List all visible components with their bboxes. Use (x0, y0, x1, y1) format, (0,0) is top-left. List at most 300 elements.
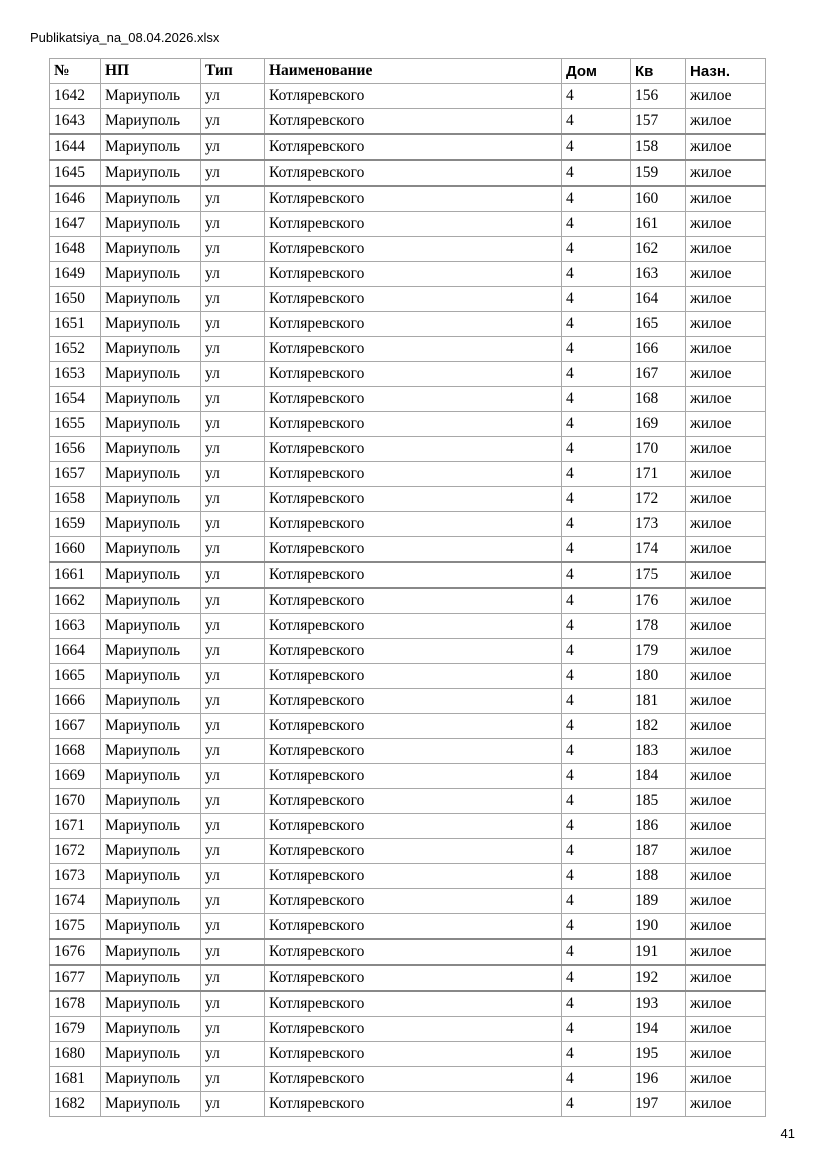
cell-house: 4 (562, 1042, 631, 1067)
cell-type: ул (201, 462, 265, 487)
cell-np: Мариуполь (101, 412, 201, 437)
cell-name: Котляревского (265, 739, 562, 764)
cell-purpose: жилое (686, 512, 766, 537)
cell-purpose: жилое (686, 1017, 766, 1042)
cell-np: Мариуполь (101, 262, 201, 287)
cell-np: Мариуполь (101, 614, 201, 639)
cell-house: 4 (562, 764, 631, 789)
cell-np: Мариуполь (101, 160, 201, 186)
cell-purpose: жилое (686, 614, 766, 639)
cell-purpose: жилое (686, 462, 766, 487)
table-row (50, 939, 766, 965)
cell-type: ул (201, 212, 265, 237)
cell-type: ул (201, 714, 265, 739)
cell-num: 1667 (50, 714, 101, 739)
cell-name: Котляревского (265, 487, 562, 512)
cell-num: 1656 (50, 437, 101, 462)
table-row (50, 588, 766, 614)
table-row (50, 337, 766, 362)
cell-type: ул (201, 588, 265, 614)
table-row (50, 212, 766, 237)
cell-num: 1678 (50, 991, 101, 1017)
cell-purpose: жилое (686, 362, 766, 387)
cell-num: 1674 (50, 889, 101, 914)
cell-name: Котляревского (265, 562, 562, 588)
cell-type: ул (201, 287, 265, 312)
cell-name: Котляревского (265, 588, 562, 614)
cell-name: Котляревского (265, 387, 562, 412)
cell-house: 4 (562, 387, 631, 412)
cell-np: Мариуполь (101, 639, 201, 664)
cell-type: ул (201, 639, 265, 664)
cell-np: Мариуполь (101, 914, 201, 940)
cell-np: Мариуполь (101, 134, 201, 160)
cell-name: Котляревского (265, 1067, 562, 1092)
cell-type: ул (201, 965, 265, 991)
cell-name: Котляревского (265, 109, 562, 135)
cell-num: 1659 (50, 512, 101, 537)
cell-apt: 156 (631, 84, 686, 109)
cell-purpose: жилое (686, 186, 766, 212)
cell-type: ул (201, 512, 265, 537)
cell-apt: 170 (631, 437, 686, 462)
table-row (50, 639, 766, 664)
cell-house: 4 (562, 186, 631, 212)
cell-apt: 166 (631, 337, 686, 362)
header-purpose: Назн. (686, 59, 766, 84)
header-house: Дом (562, 59, 631, 84)
cell-house: 4 (562, 664, 631, 689)
cell-name: Котляревского (265, 714, 562, 739)
cell-purpose: жилое (686, 588, 766, 614)
table-row (50, 437, 766, 462)
cell-name: Котляревского (265, 1017, 562, 1042)
cell-purpose: жилое (686, 387, 766, 412)
cell-purpose: жилое (686, 562, 766, 588)
table-row (50, 262, 766, 287)
cell-name: Котляревского (265, 991, 562, 1017)
table-row (50, 134, 766, 160)
table-row (50, 1042, 766, 1067)
cell-purpose: жилое (686, 814, 766, 839)
cell-apt: 179 (631, 639, 686, 664)
cell-num: 1643 (50, 109, 101, 135)
cell-apt: 190 (631, 914, 686, 940)
cell-house: 4 (562, 537, 631, 563)
cell-num: 1672 (50, 839, 101, 864)
cell-num: 1662 (50, 588, 101, 614)
cell-name: Котляревского (265, 262, 562, 287)
cell-apt: 192 (631, 965, 686, 991)
cell-purpose: жилое (686, 889, 766, 914)
cell-house: 4 (562, 262, 631, 287)
cell-apt: 180 (631, 664, 686, 689)
cell-house: 4 (562, 287, 631, 312)
cell-type: ул (201, 814, 265, 839)
table-row (50, 537, 766, 563)
cell-num: 1663 (50, 614, 101, 639)
table-row (50, 814, 766, 839)
cell-house: 4 (562, 1067, 631, 1092)
cell-np: Мариуполь (101, 664, 201, 689)
cell-num: 1661 (50, 562, 101, 588)
cell-purpose: жилое (686, 84, 766, 109)
cell-purpose: жилое (686, 312, 766, 337)
cell-np: Мариуполь (101, 237, 201, 262)
cell-num: 1645 (50, 160, 101, 186)
cell-num: 1653 (50, 362, 101, 387)
cell-name: Котляревского (265, 462, 562, 487)
cell-apt: 161 (631, 212, 686, 237)
cell-np: Мариуполь (101, 789, 201, 814)
cell-type: ул (201, 186, 265, 212)
cell-purpose: жилое (686, 262, 766, 287)
cell-name: Котляревского (265, 237, 562, 262)
cell-purpose: жилое (686, 689, 766, 714)
table-row (50, 614, 766, 639)
cell-np: Мариуполь (101, 714, 201, 739)
cell-type: ул (201, 437, 265, 462)
cell-np: Мариуполь (101, 1092, 201, 1117)
cell-type: ул (201, 664, 265, 689)
cell-num: 1646 (50, 186, 101, 212)
cell-house: 4 (562, 789, 631, 814)
cell-name: Котляревского (265, 287, 562, 312)
cell-house: 4 (562, 614, 631, 639)
cell-name: Котляревского (265, 337, 562, 362)
header-num: № (50, 59, 101, 84)
cell-type: ул (201, 689, 265, 714)
table-row (50, 186, 766, 212)
cell-purpose: жилое (686, 639, 766, 664)
cell-type: ул (201, 487, 265, 512)
cell-apt: 171 (631, 462, 686, 487)
cell-purpose: жилое (686, 537, 766, 563)
cell-np: Мариуполь (101, 1042, 201, 1067)
cell-num: 1664 (50, 639, 101, 664)
cell-name: Котляревского (265, 764, 562, 789)
cell-num: 1650 (50, 287, 101, 312)
cell-purpose: жилое (686, 160, 766, 186)
cell-apt: 162 (631, 237, 686, 262)
cell-purpose: жилое (686, 664, 766, 689)
cell-type: ул (201, 839, 265, 864)
cell-np: Мариуполь (101, 965, 201, 991)
cell-np: Мариуполь (101, 739, 201, 764)
cell-purpose: жилое (686, 437, 766, 462)
cell-house: 4 (562, 889, 631, 914)
cell-house: 4 (562, 814, 631, 839)
cell-type: ул (201, 160, 265, 186)
table-row (50, 1017, 766, 1042)
data-table (49, 58, 766, 1117)
cell-num: 1660 (50, 537, 101, 563)
cell-name: Котляревского (265, 889, 562, 914)
cell-type: ул (201, 412, 265, 437)
cell-house: 4 (562, 1017, 631, 1042)
table-row (50, 562, 766, 588)
cell-name: Котляревского (265, 84, 562, 109)
cell-apt: 194 (631, 1017, 686, 1042)
cell-purpose: жилое (686, 237, 766, 262)
cell-name: Котляревского (265, 914, 562, 940)
cell-house: 4 (562, 864, 631, 889)
cell-purpose: жилое (686, 864, 766, 889)
cell-apt: 175 (631, 562, 686, 588)
cell-name: Котляревского (265, 1092, 562, 1117)
cell-apt: 168 (631, 387, 686, 412)
cell-np: Мариуполь (101, 839, 201, 864)
cell-apt: 172 (631, 487, 686, 512)
header-np: НП (101, 59, 201, 84)
cell-name: Котляревского (265, 689, 562, 714)
cell-num: 1675 (50, 914, 101, 940)
table-row (50, 1092, 766, 1117)
cell-num: 1676 (50, 939, 101, 965)
cell-name: Котляревского (265, 362, 562, 387)
cell-apt: 188 (631, 864, 686, 889)
table-row (50, 914, 766, 940)
cell-house: 4 (562, 562, 631, 588)
table-row (50, 487, 766, 512)
cell-purpose: жилое (686, 789, 766, 814)
cell-house: 4 (562, 362, 631, 387)
cell-house: 4 (562, 337, 631, 362)
cell-apt: 183 (631, 739, 686, 764)
cell-apt: 157 (631, 109, 686, 135)
cell-np: Мариуполь (101, 437, 201, 462)
cell-type: ул (201, 864, 265, 889)
cell-type: ул (201, 991, 265, 1017)
cell-purpose: жилое (686, 1067, 766, 1092)
cell-num: 1668 (50, 739, 101, 764)
cell-house: 4 (562, 839, 631, 864)
cell-apt: 186 (631, 814, 686, 839)
cell-apt: 165 (631, 312, 686, 337)
cell-type: ул (201, 1067, 265, 1092)
cell-apt: 160 (631, 186, 686, 212)
cell-purpose: жилое (686, 337, 766, 362)
cell-np: Мариуполь (101, 588, 201, 614)
table-row (50, 1067, 766, 1092)
cell-num: 1658 (50, 487, 101, 512)
cell-apt: 184 (631, 764, 686, 789)
cell-purpose: жилое (686, 965, 766, 991)
cell-type: ул (201, 739, 265, 764)
cell-np: Мариуполь (101, 1017, 201, 1042)
cell-np: Мариуполь (101, 864, 201, 889)
table-row (50, 362, 766, 387)
cell-num: 1680 (50, 1042, 101, 1067)
cell-type: ул (201, 262, 265, 287)
cell-house: 4 (562, 512, 631, 537)
cell-name: Котляревского (265, 160, 562, 186)
cell-np: Мариуполь (101, 562, 201, 588)
cell-house: 4 (562, 739, 631, 764)
cell-name: Котляревского (265, 965, 562, 991)
cell-house: 4 (562, 639, 631, 664)
cell-purpose: жилое (686, 714, 766, 739)
cell-name: Котляревского (265, 512, 562, 537)
cell-type: ул (201, 764, 265, 789)
cell-name: Котляревского (265, 1042, 562, 1067)
header-name: Наименование (265, 59, 562, 84)
cell-num: 1655 (50, 412, 101, 437)
cell-name: Котляревского (265, 664, 562, 689)
cell-apt: 158 (631, 134, 686, 160)
cell-np: Мариуполь (101, 212, 201, 237)
cell-np: Мариуполь (101, 487, 201, 512)
table-row (50, 237, 766, 262)
cell-purpose: жилое (686, 109, 766, 135)
cell-house: 4 (562, 689, 631, 714)
cell-apt: 164 (631, 287, 686, 312)
cell-purpose: жилое (686, 914, 766, 940)
cell-house: 4 (562, 939, 631, 965)
cell-apt: 189 (631, 889, 686, 914)
cell-name: Котляревского (265, 186, 562, 212)
cell-type: ул (201, 1017, 265, 1042)
cell-type: ул (201, 789, 265, 814)
cell-num: 1649 (50, 262, 101, 287)
cell-type: ул (201, 914, 265, 940)
cell-type: ул (201, 312, 265, 337)
cell-house: 4 (562, 991, 631, 1017)
cell-name: Котляревского (265, 437, 562, 462)
cell-purpose: жилое (686, 212, 766, 237)
cell-type: ул (201, 889, 265, 914)
cell-np: Мариуполь (101, 109, 201, 135)
table-row (50, 714, 766, 739)
cell-type: ул (201, 134, 265, 160)
cell-apt: 163 (631, 262, 686, 287)
table-row (50, 789, 766, 814)
cell-house: 4 (562, 134, 631, 160)
table-row (50, 387, 766, 412)
cell-apt: 197 (631, 1092, 686, 1117)
cell-purpose: жилое (686, 287, 766, 312)
cell-apt: 182 (631, 714, 686, 739)
cell-num: 1677 (50, 965, 101, 991)
cell-num: 1665 (50, 664, 101, 689)
table-row (50, 664, 766, 689)
cell-np: Мариуполь (101, 512, 201, 537)
cell-num: 1648 (50, 237, 101, 262)
table-row (50, 160, 766, 186)
cell-type: ул (201, 109, 265, 135)
cell-house: 4 (562, 1092, 631, 1117)
cell-num: 1647 (50, 212, 101, 237)
cell-type: ул (201, 614, 265, 639)
cell-house: 4 (562, 714, 631, 739)
table-row (50, 739, 766, 764)
cell-apt: 173 (631, 512, 686, 537)
cell-np: Мариуполь (101, 764, 201, 789)
cell-name: Котляревского (265, 134, 562, 160)
cell-apt: 185 (631, 789, 686, 814)
cell-apt: 187 (631, 839, 686, 864)
cell-house: 4 (562, 914, 631, 940)
table-row (50, 412, 766, 437)
cell-num: 1651 (50, 312, 101, 337)
table-body (50, 84, 766, 1117)
cell-num: 1654 (50, 387, 101, 412)
cell-np: Мариуполь (101, 889, 201, 914)
cell-purpose: жилое (686, 739, 766, 764)
cell-apt: 176 (631, 588, 686, 614)
cell-house: 4 (562, 412, 631, 437)
header-apt: Кв (631, 59, 686, 84)
table-row (50, 764, 766, 789)
cell-purpose: жилое (686, 1092, 766, 1117)
cell-np: Мариуполь (101, 186, 201, 212)
cell-house: 4 (562, 312, 631, 337)
table-row (50, 312, 766, 337)
cell-np: Мариуполь (101, 337, 201, 362)
cell-apt: 193 (631, 991, 686, 1017)
table-row (50, 512, 766, 537)
cell-type: ул (201, 362, 265, 387)
cell-apt: 181 (631, 689, 686, 714)
cell-name: Котляревского (265, 789, 562, 814)
table-row (50, 462, 766, 487)
cell-num: 1671 (50, 814, 101, 839)
cell-np: Мариуполь (101, 287, 201, 312)
table-row (50, 965, 766, 991)
cell-num: 1669 (50, 764, 101, 789)
table-row (50, 689, 766, 714)
table-row (50, 889, 766, 914)
cell-num: 1652 (50, 337, 101, 362)
cell-name: Котляревского (265, 814, 562, 839)
cell-apt: 195 (631, 1042, 686, 1067)
cell-num: 1644 (50, 134, 101, 160)
cell-num: 1657 (50, 462, 101, 487)
cell-house: 4 (562, 487, 631, 512)
cell-name: Котляревского (265, 614, 562, 639)
cell-purpose: жилое (686, 412, 766, 437)
cell-np: Мариуполь (101, 689, 201, 714)
cell-house: 4 (562, 212, 631, 237)
cell-house: 4 (562, 462, 631, 487)
cell-np: Мариуполь (101, 1067, 201, 1092)
cell-apt: 167 (631, 362, 686, 387)
cell-house: 4 (562, 237, 631, 262)
cell-np: Мариуполь (101, 462, 201, 487)
cell-apt: 196 (631, 1067, 686, 1092)
cell-name: Котляревского (265, 312, 562, 337)
table-row (50, 84, 766, 109)
cell-name: Котляревского (265, 864, 562, 889)
cell-np: Мариуполь (101, 387, 201, 412)
cell-apt: 174 (631, 537, 686, 563)
cell-num: 1673 (50, 864, 101, 889)
cell-np: Мариуполь (101, 362, 201, 387)
table-row (50, 839, 766, 864)
table-row (50, 991, 766, 1017)
cell-purpose: жилое (686, 487, 766, 512)
cell-apt: 159 (631, 160, 686, 186)
cell-house: 4 (562, 84, 631, 109)
cell-house: 4 (562, 965, 631, 991)
cell-name: Котляревского (265, 839, 562, 864)
cell-purpose: жилое (686, 939, 766, 965)
cell-name: Котляревского (265, 412, 562, 437)
cell-purpose: жилое (686, 991, 766, 1017)
cell-apt: 191 (631, 939, 686, 965)
cell-purpose: жилое (686, 839, 766, 864)
cell-house: 4 (562, 109, 631, 135)
